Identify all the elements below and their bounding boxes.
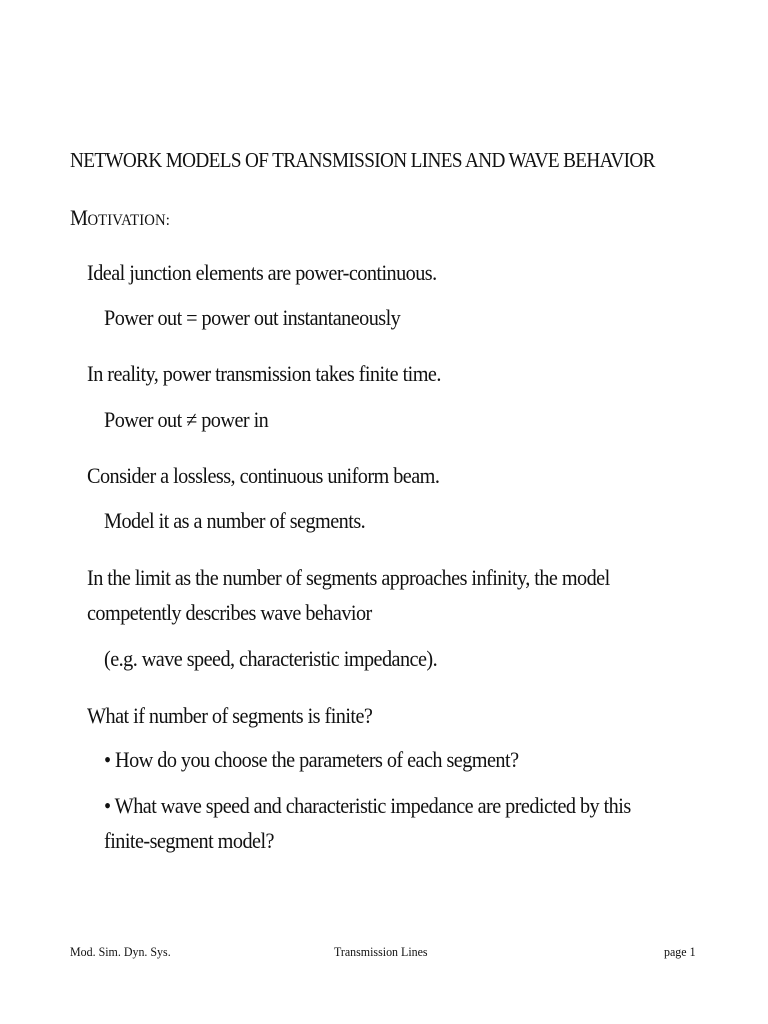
footer-center: Transmission Lines	[334, 944, 428, 959]
heading-initial: M	[70, 205, 88, 230]
paragraph-1-sub: Power out = power out instantaneously	[104, 305, 401, 330]
paragraph-4-line-2: competently describes wave behavior	[87, 600, 372, 625]
paragraph-2-sub: Power out ≠ power in	[104, 407, 269, 432]
paragraph-2: In reality, power transmission takes finite time.	[87, 361, 441, 386]
bullet-item-2-line-2: finite-segment model?	[104, 828, 274, 853]
footer-left: Mod. Sim. Dyn. Sys.	[70, 944, 171, 959]
paragraph-1: Ideal junction elements are power-continuous.	[87, 260, 437, 285]
paragraph-4-sub: (e.g. wave speed, characteristic impedance).	[104, 646, 438, 671]
bullet-item-2-line-1: • What wave speed and characteristic impedance are predicted by this	[104, 793, 631, 818]
footer-page-number: page 1	[664, 944, 696, 959]
bullet-item-1: • How do you choose the parameters of each segment?	[104, 747, 519, 772]
paragraph-5: What if number of segments is finite?	[87, 703, 373, 728]
paragraph-3: Consider a lossless, continuous uniform beam.	[87, 463, 440, 488]
heading-rest: OTIVATION:	[87, 212, 170, 229]
page-title: NETWORK MODELS OF TRANSMISSION LINES AND WAVE BEHAVIOR	[70, 148, 655, 172]
paragraph-3-sub: Model it as a number of segments.	[104, 508, 366, 533]
paragraph-4-line-1: In the limit as the number of segments approaches infinity, the model	[87, 565, 610, 590]
section-heading	[70, 207, 170, 229]
